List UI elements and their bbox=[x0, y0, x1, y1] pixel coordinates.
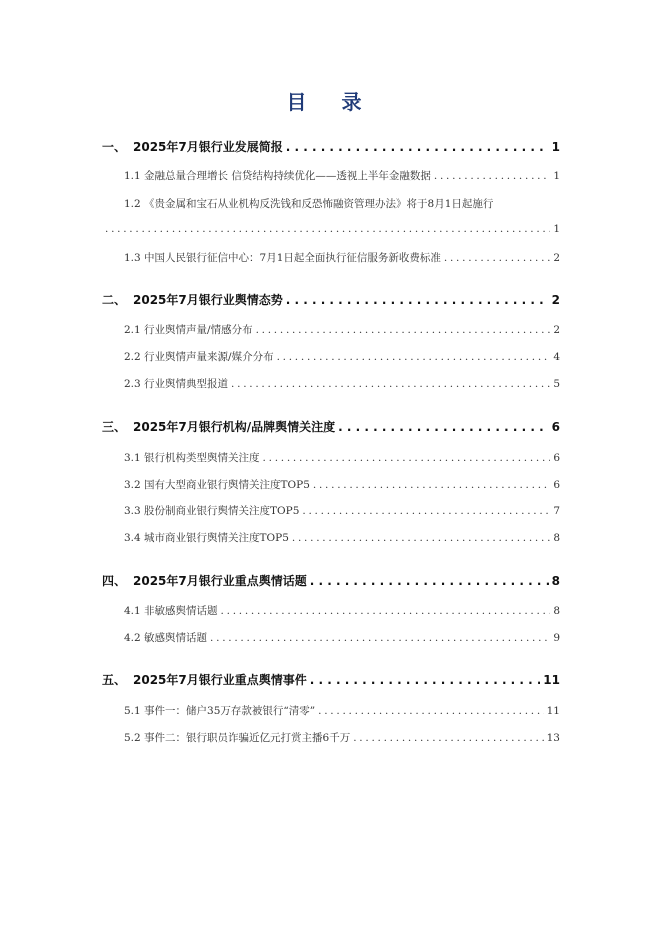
toc-entry-text: 4.2 敏感舆情话题 bbox=[124, 632, 208, 644]
dot-leader bbox=[286, 140, 549, 154]
toc-entry-1-2-text[interactable]: 1.2 《贵金属和宝石从业机构反洗钱和反恐怖融资管理办法》将于8月1日起施行 bbox=[124, 198, 494, 210]
toc-entry-1-3[interactable] bbox=[0, 250, 662, 265]
toc-entry-text: 5.2 事件二：银行职员诈骗近亿元打赏主播6千万 bbox=[124, 732, 351, 744]
toc-page-number: 11 bbox=[543, 673, 560, 687]
toc-page-number: 6 bbox=[551, 420, 560, 434]
toc-entry-3[interactable] bbox=[0, 418, 662, 435]
toc-entry-number: 五、 bbox=[102, 673, 127, 687]
toc-page-number: 11 bbox=[546, 705, 560, 717]
toc-entry-4-1[interactable] bbox=[0, 603, 662, 618]
toc-entry-3-4[interactable] bbox=[0, 530, 662, 545]
toc-entry-text: 3.4 城市商业银行舆情关注度TOP5 bbox=[124, 532, 289, 544]
dot-leader bbox=[338, 420, 549, 434]
toc-entry-text: 2025年7月银行业重点舆情事件 bbox=[133, 673, 307, 687]
dot-leader bbox=[353, 732, 543, 744]
dot-leader bbox=[318, 705, 543, 717]
toc-page-number: 1 bbox=[551, 140, 560, 154]
toc-entry-number: 三、 bbox=[102, 420, 127, 434]
dot-leader bbox=[231, 378, 550, 390]
toc-title: 目 录 bbox=[286, 90, 376, 114]
toc-entry-3-1[interactable] bbox=[0, 450, 662, 465]
toc-page-number: 8 bbox=[553, 532, 560, 544]
toc-page-number: 1 bbox=[553, 170, 560, 182]
toc-page-number: 2 bbox=[553, 252, 560, 264]
toc-entry-4-2[interactable] bbox=[0, 630, 662, 645]
toc-entry-text: 2025年7月银行业发展简报 bbox=[133, 140, 283, 154]
toc-entry-text: 2.1 行业舆情声量/情感分布 bbox=[124, 324, 253, 336]
toc-entry-2-2[interactable] bbox=[0, 349, 662, 364]
toc-entry-text: 2025年7月银行业舆情态势 bbox=[133, 293, 283, 307]
toc-entry-text: 4.1 非敏感舆情话题 bbox=[124, 605, 218, 617]
toc-entry-1-1[interactable] bbox=[0, 168, 662, 183]
dot-leader bbox=[434, 170, 550, 182]
toc-entry-number: 二、 bbox=[102, 293, 127, 307]
dot-leader bbox=[444, 252, 550, 264]
toc-entry-text: 2025年7月银行机构/品牌舆情关注度 bbox=[133, 420, 336, 434]
dot-leader bbox=[313, 479, 550, 491]
dot-leader bbox=[221, 605, 551, 617]
toc-entry-2-3[interactable] bbox=[0, 376, 662, 391]
toc-entry-text: 5.1 事件一：储户35万存款被银行“清零” bbox=[124, 705, 316, 717]
toc-entry-number: 四、 bbox=[102, 574, 127, 588]
toc-page-number: 8 bbox=[551, 574, 560, 588]
toc-entry-4[interactable] bbox=[0, 572, 662, 589]
dot-leader bbox=[310, 673, 541, 687]
toc-entry-5-1[interactable] bbox=[0, 703, 662, 718]
toc-page-number: 8 bbox=[553, 605, 560, 617]
dot-leader bbox=[263, 452, 551, 464]
toc-page-number: 6 bbox=[553, 479, 560, 491]
toc-entry-text: 1.1 金融总量合理增长 信贷结构持续优化——透视上半年金融数据 bbox=[124, 170, 431, 182]
dot-leader bbox=[310, 574, 549, 588]
dot-leader bbox=[210, 632, 550, 644]
toc-entry-1-2-leader[interactable] bbox=[0, 223, 662, 235]
toc-entry-text: 3.3 股份制商业银行舆情关注度TOP5 bbox=[124, 505, 300, 517]
toc-entry-text: 3.1 银行机构类型舆情关注度 bbox=[124, 452, 260, 464]
toc-entry-text: 2.3 行业舆情典型报道 bbox=[124, 378, 229, 390]
dot-leader bbox=[105, 223, 550, 235]
toc-entry-3-2[interactable] bbox=[0, 477, 662, 492]
toc-page-number: 7 bbox=[553, 505, 560, 517]
toc-entry-5[interactable] bbox=[0, 671, 662, 688]
toc-entry-text: 2025年7月银行业重点舆情话题 bbox=[133, 574, 307, 588]
toc-page-number: 2 bbox=[551, 293, 560, 307]
toc-entry-2-1[interactable] bbox=[0, 322, 662, 337]
dot-leader bbox=[292, 532, 550, 544]
toc-entry-text: 3.2 国有大型商业银行舆情关注度TOP5 bbox=[124, 479, 310, 491]
dot-leader bbox=[277, 351, 551, 363]
toc-page-number: 1 bbox=[553, 223, 560, 235]
toc-entry-1[interactable] bbox=[0, 138, 662, 155]
dot-leader bbox=[302, 505, 550, 517]
toc-page-number: 5 bbox=[553, 378, 560, 390]
toc-page-number: 6 bbox=[553, 452, 560, 464]
toc-entry-number: 一、 bbox=[102, 140, 127, 154]
toc-entry-text: 2.2 行业舆情声量来源/媒介分布 bbox=[124, 351, 274, 363]
toc-entry-5-2[interactable] bbox=[0, 730, 662, 745]
toc-page-number: 4 bbox=[553, 351, 560, 363]
toc-entry-3-3[interactable] bbox=[0, 503, 662, 518]
toc-page-number: 9 bbox=[553, 632, 560, 644]
dot-leader bbox=[256, 324, 551, 336]
toc-page-number: 13 bbox=[546, 732, 560, 744]
toc-page-number: 2 bbox=[553, 324, 560, 336]
toc-entry-2[interactable] bbox=[0, 291, 662, 308]
dot-leader bbox=[286, 293, 549, 307]
toc-entry-text: 1.3 中国人民银行征信中心：7月1日起全面执行征信服务新收费标准 bbox=[124, 252, 441, 264]
